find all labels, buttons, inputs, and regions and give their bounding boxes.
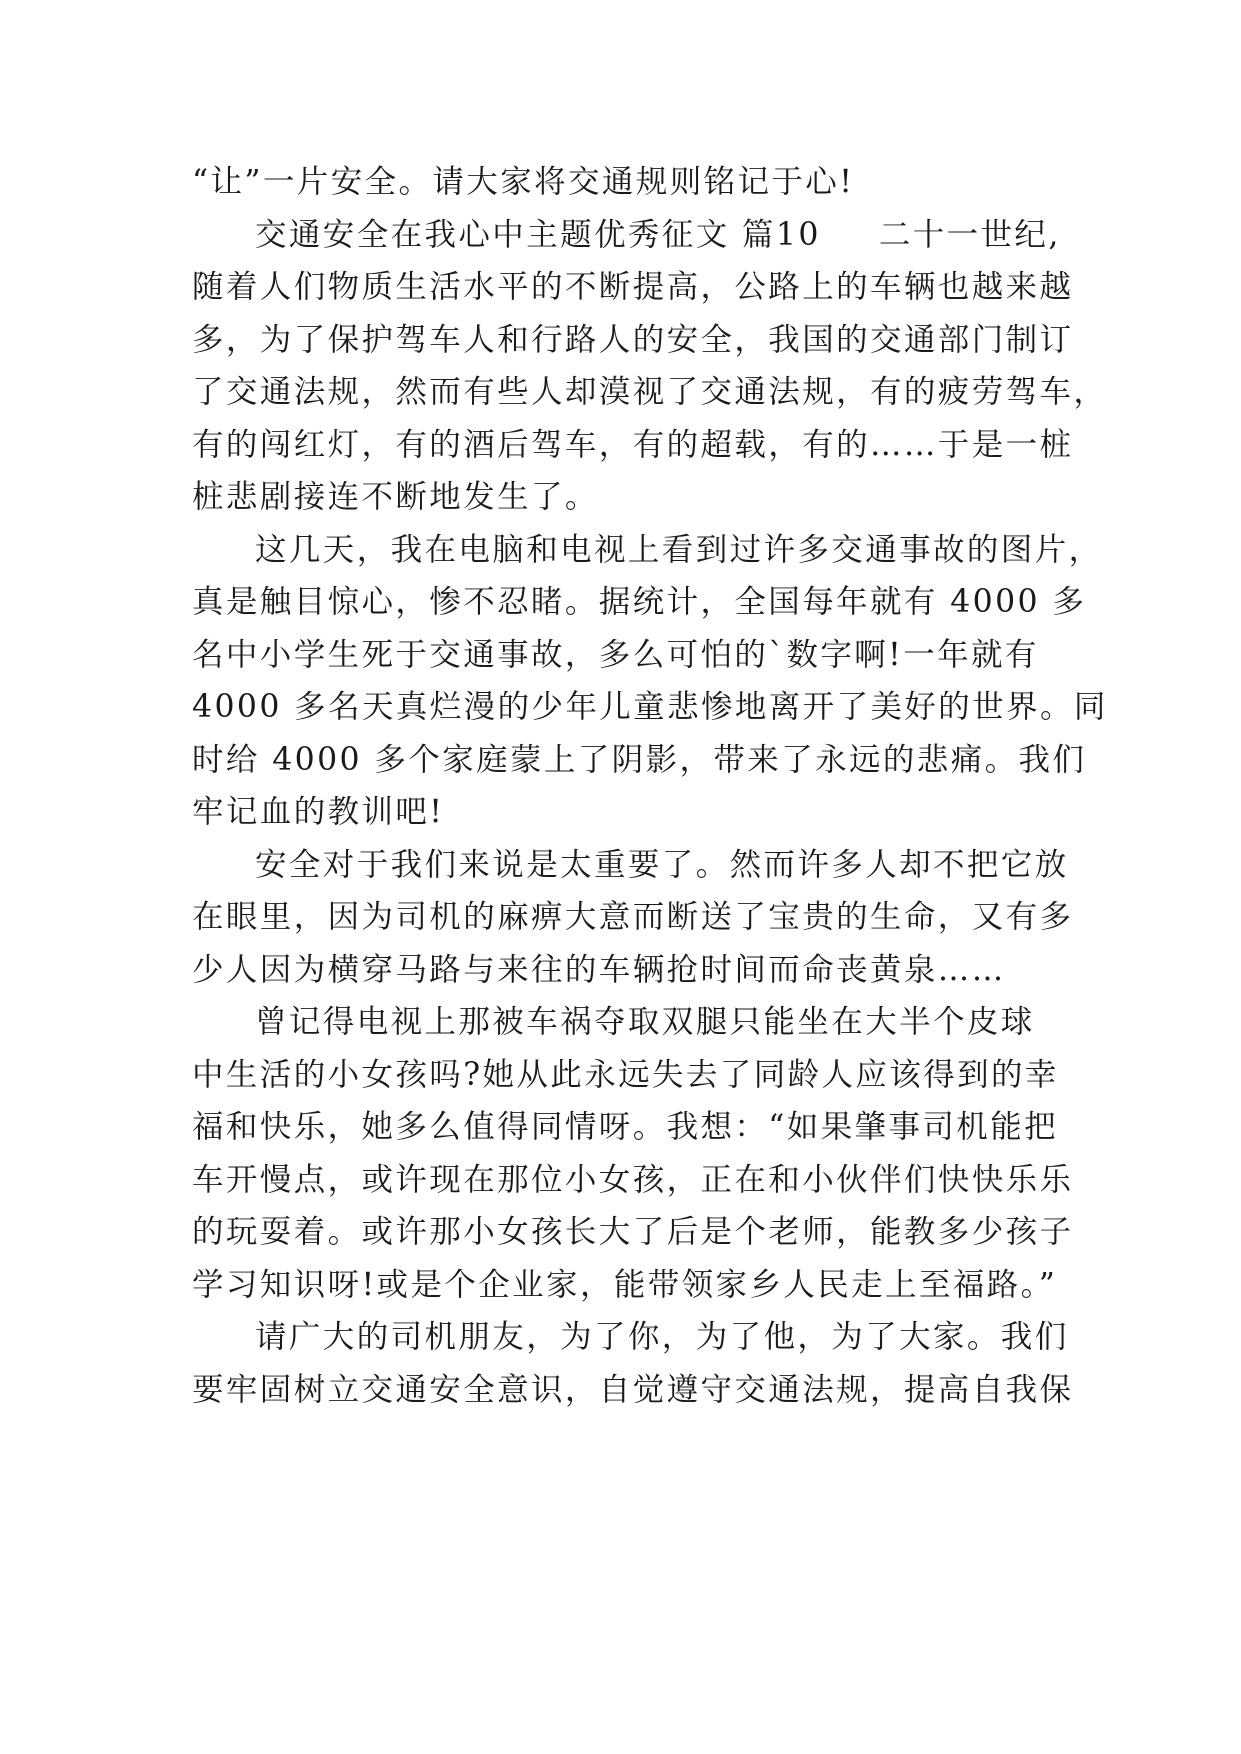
paragraph-line: 时给 4000 多个家庭蒙上了阴影，带来了永远的悲痛。我们	[192, 741, 1087, 778]
paragraph-start: 二十一世纪,	[878, 216, 1061, 253]
paragraph-line: 请广大的司机朋友，为了你，为了他，为了大家。我们	[255, 1319, 1069, 1355]
paragraph-line: 的玩耍着。或许那小女孩长大了后是个老师，能教多少孩子	[192, 1214, 1074, 1250]
paragraph-line: 要牢固树立交通安全意识，自觉遵守交通法规，提高自我保	[192, 1371, 1074, 1408]
paragraph-line: 中生活的小女孩吗?她从此永远失去了同龄人应该得到的幸	[192, 1056, 1059, 1093]
paragraph-line: 福和快乐，她多么值得同情呀。我想：“如果肇事司机能把	[192, 1109, 1059, 1145]
paragraph-line: 多，为了保护驾车人和行路人的安全，我国的交通部门制订	[192, 321, 1074, 358]
paragraph-line: 了交通法规，然而有些人却漠视了交通法规，有的疲劳驾车，	[192, 374, 1108, 410]
paragraph-line: 学习知识呀!或是个企业家，能带领家乡人民走上至福路。”	[192, 1266, 1058, 1303]
essay-body	[192, 156, 1108, 1416]
paragraph-line: 曾记得电视上那被车祸夺取双腿只能坐在大半个皮球	[255, 1004, 1035, 1040]
paragraph-line: 在眼里，因为司机的麻痹大意而断送了宝贵的生命，又有多	[192, 899, 1074, 935]
essay-heading-line	[192, 209, 1061, 262]
paragraph-line: “让”一片安全。请大家将交通规则铭记于心!	[192, 164, 855, 200]
paragraph-line: 名中小学生死于交通事故，多么可怕的`数字啊!一年就有	[192, 636, 1039, 673]
paragraph-line: 牢记血的教训吧!	[192, 794, 445, 830]
paragraph-line: 真是触目惊心，惨不忍睹。据统计，全国每年就有 4000 多	[192, 584, 1087, 620]
paragraph-line: 有的闯红灯，有的酒后驾车，有的超载，有的……于是一桩	[192, 426, 1074, 463]
essay-title: 交通安全在我心中主题优秀征文 篇10	[255, 216, 821, 253]
paragraph-line: 少人因为横穿马路与来往的车辆抢时间而命丧黄泉……	[192, 951, 1006, 988]
paragraph-line: 车开慢点，或许现在那位小女孩，正在和小伙伴们快快乐乐	[192, 1161, 1074, 1198]
paragraph-line: 随着人们物质生活水平的不断提高，公路上的车辆也越来越	[192, 269, 1074, 305]
paragraph-line: 桩悲剧接连不断地发生了。	[192, 479, 599, 515]
paragraph-line: 4000 多名天真烂漫的少年儿童悲惨地离开了美好的世界。同	[192, 689, 1108, 725]
paragraph-line: 这几天，我在电脑和电视上看到过许多交通事故的图片，	[255, 531, 1103, 568]
paragraph-line: 安全对于我们来说是太重要了。然而许多人却不把它放	[255, 846, 1069, 883]
